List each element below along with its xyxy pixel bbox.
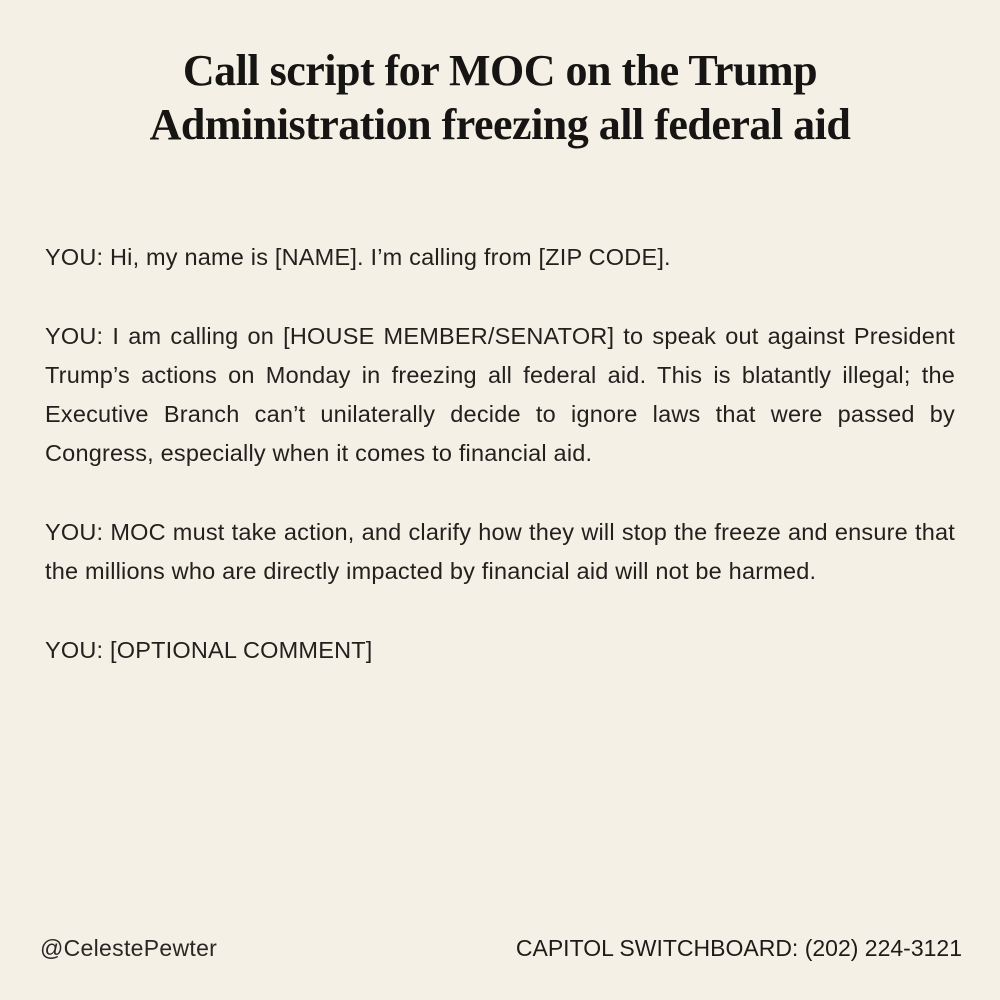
script-paragraph-main: YOU: I am calling on [HOUSE MEMBER/SENATOR] to speak out against President Trump’s actions on Monday in freezing all federal aid. This is blatantly illegal; the Executive Branch can’t unilaterally decide to ignore laws that were passed by Congress, especially when it comes to financial aid. — [45, 323, 955, 466]
footer — [40, 935, 962, 962]
script-paragraph-action: YOU: MOC must take action, and clarify how they will stop the freeze and ensure that the millions who are directly impacted by financial aid will not be harmed. — [45, 519, 955, 584]
script-body — [45, 238, 955, 710]
author-handle: @CelestePewter — [40, 935, 218, 961]
script-paragraph-intro: YOU: Hi, my name is [NAME]. I’m calling from [ZIP CODE]. — [45, 244, 671, 270]
page-title: Call script for MOC on the Trump Administration freezing all federal aid — [149, 46, 851, 149]
script-paragraph-optional-comment: YOU: [OPTIONAL COMMENT] — [45, 637, 373, 663]
capitol-switchboard-number: CAPITOL SWITCHBOARD: (202) 224-3121 — [515, 935, 962, 961]
